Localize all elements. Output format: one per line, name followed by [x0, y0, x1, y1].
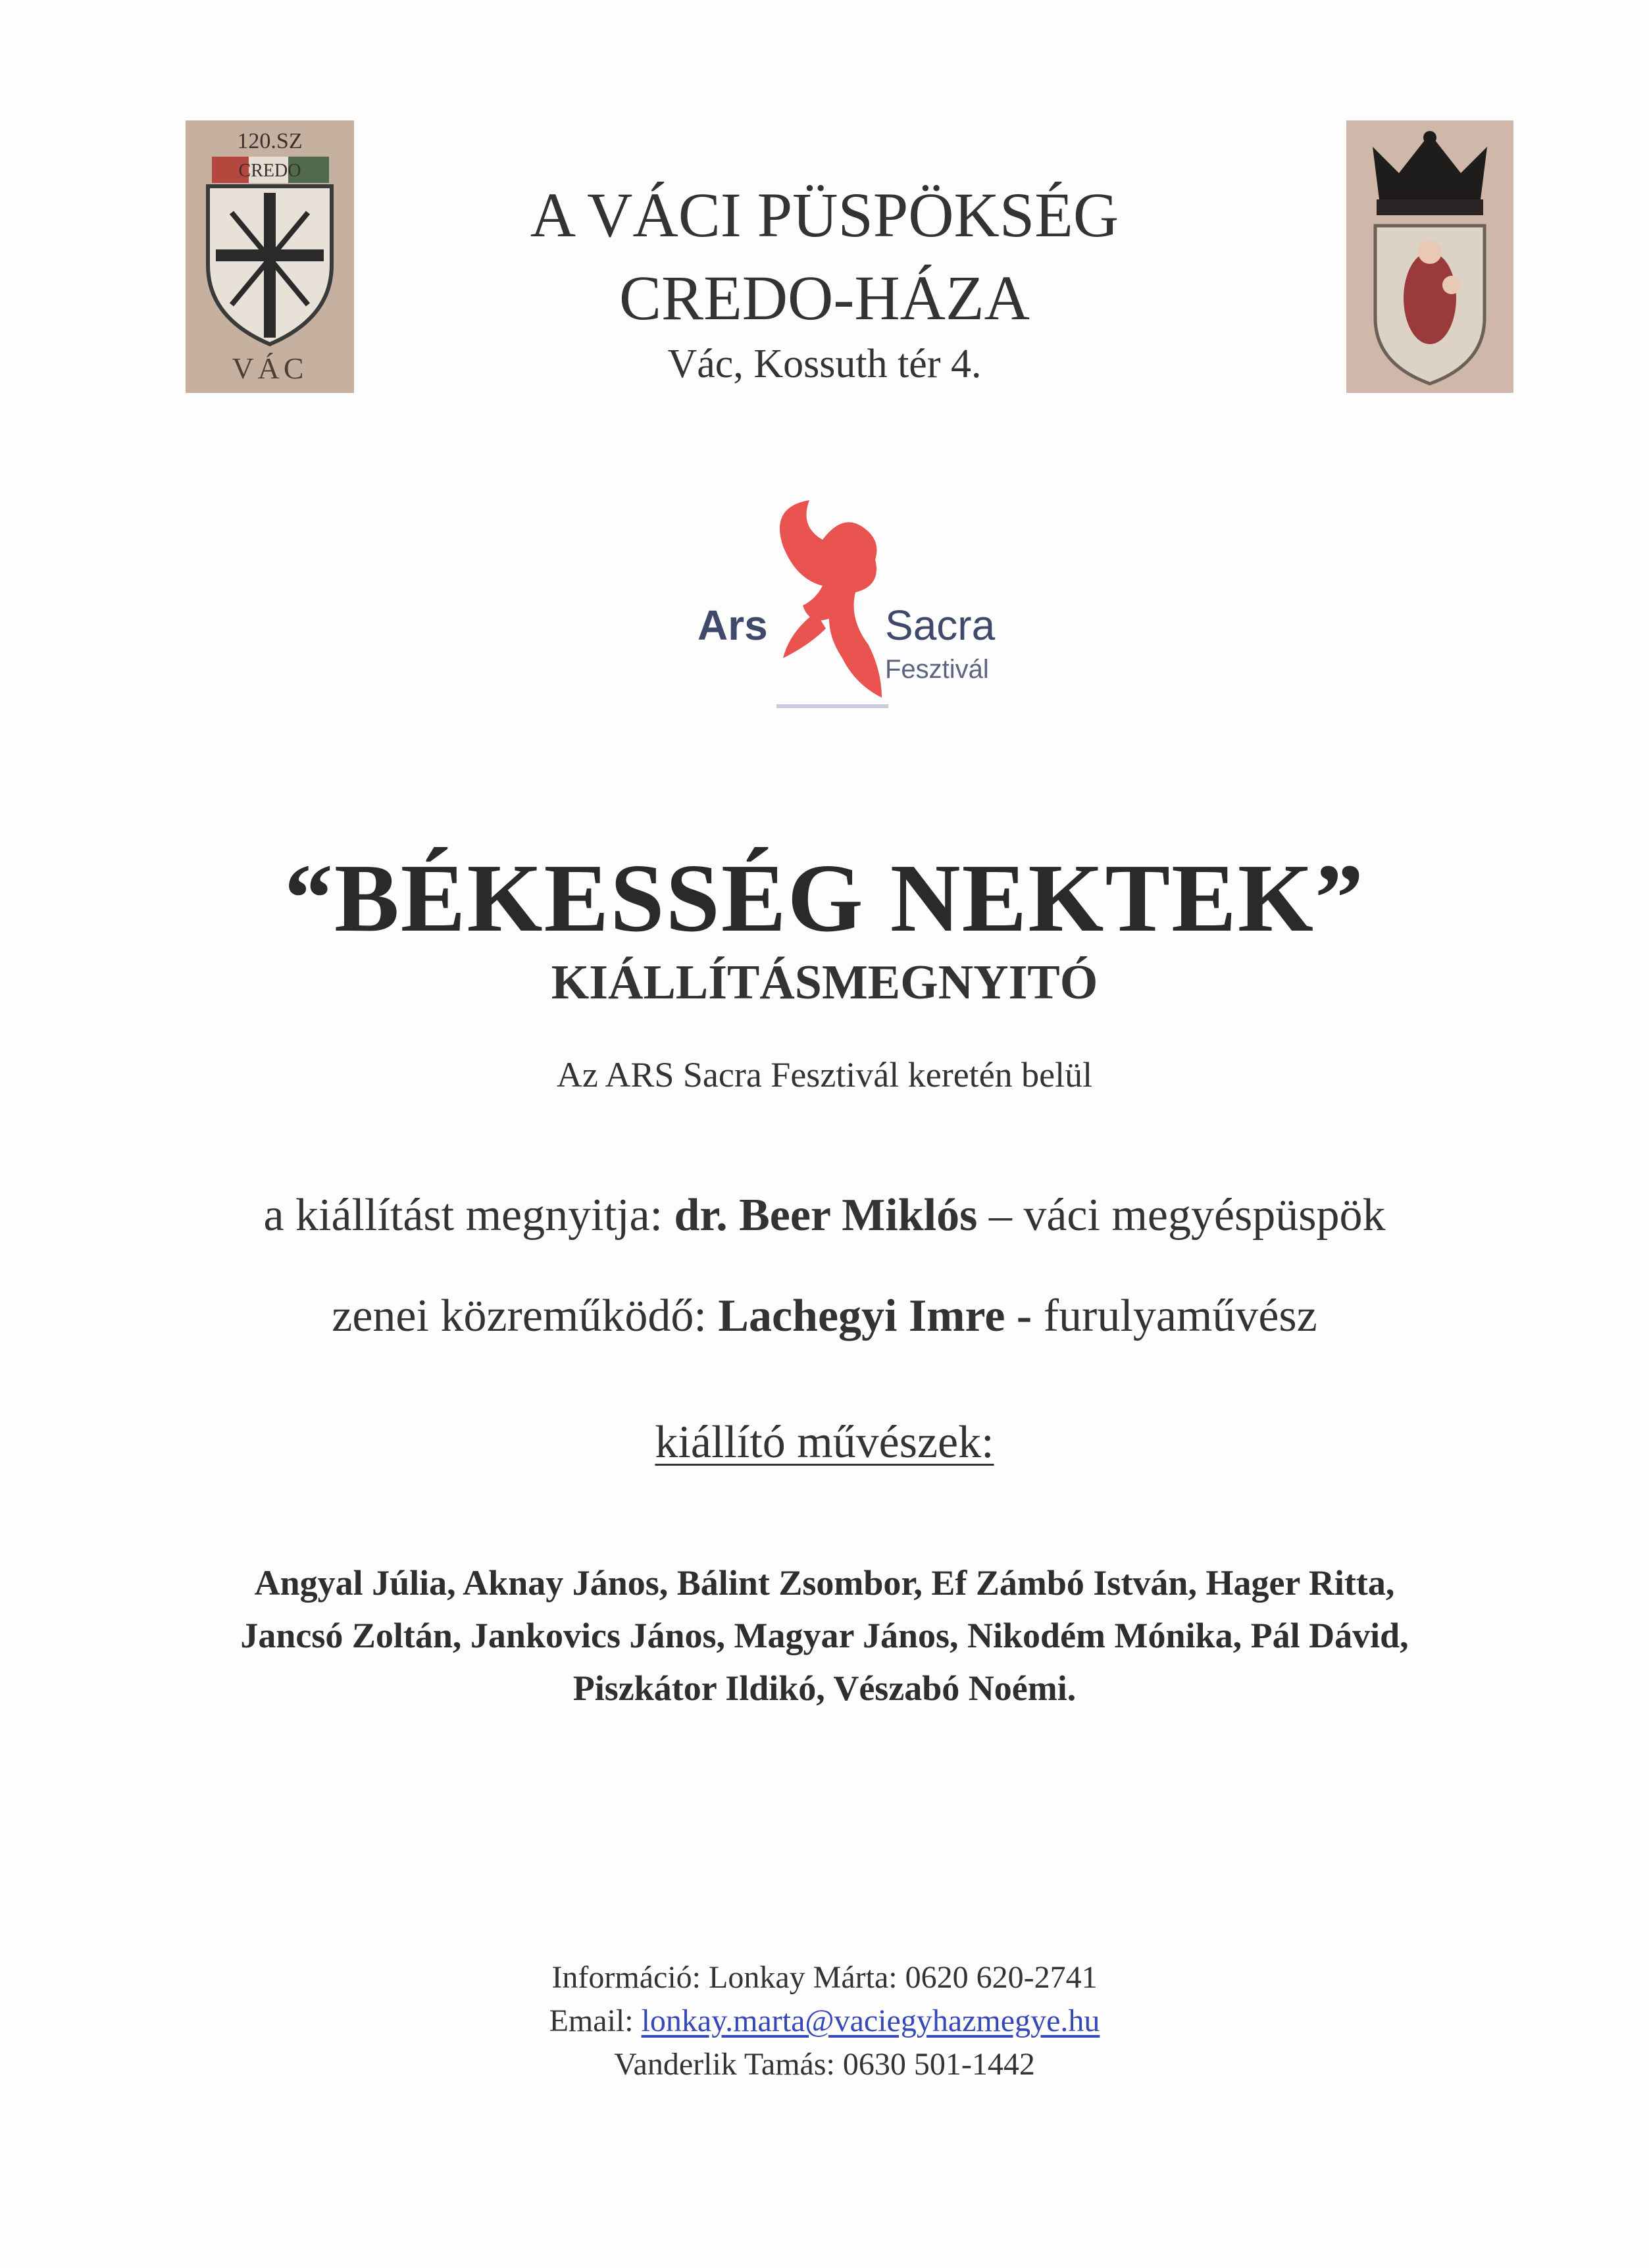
logo-word-sacra: Sacra [885, 602, 996, 649]
email-label: Email: [549, 2003, 642, 2038]
artists-line-3: Piszkátor Ildikó, Vészabó Noémi. [572, 1668, 1077, 1708]
event-subtitle: KIÁLLÍTÁSMEGNYITÓ [551, 956, 1098, 1010]
crest-top-text: 120.SZ [237, 129, 303, 153]
crest-banner-text: CREDO [238, 161, 301, 181]
music-role: furulyaművész [1043, 1291, 1317, 1341]
header-title-line2: CREDO-HÁZA [619, 263, 1030, 333]
event-intro: Az ARS Sacra Fesztivál keretén belül [556, 1055, 1093, 1095]
artists-line-2: Jancsó Zoltán, Jankovics János, Magyar János, Nikodém Mónika, Pál Dávid, [240, 1616, 1409, 1655]
event-title: “BÉKESSÉG NEKTEK” [284, 844, 1365, 952]
info-second-contact-line: Vanderlik Tamás: 0630 501-1442 [614, 2047, 1035, 2082]
music-name: Lachegyi Imre - [718, 1291, 1044, 1341]
opener-name: dr. Beer Miklós [674, 1190, 978, 1241]
artists-line-1: Angyal Júlia, Aknay János, Bálint Zsombor, Ef Zámbó István, Hager Ritta, [254, 1563, 1395, 1603]
header-address: Vác, Kossuth tér 4. [667, 342, 982, 386]
opener-line [0, 1188, 1649, 1243]
angel-logo-icon [684, 487, 1053, 724]
crest-bottom-text: VÁC [232, 351, 308, 385]
logo-word-ars: Ars [698, 602, 768, 649]
info-phone-line: Információ: Lonkay Márta: 0620 620-2741 [551, 1960, 1098, 1995]
opener-label: a kiállítást megnyitja: [263, 1190, 674, 1241]
artists-heading: kiállító művészek: [655, 1417, 994, 1468]
header-title-line1: A VÁCI PÜSPÖKSÉG [530, 180, 1119, 250]
email-link[interactable]: lonkay.marta@vaciegyhazmegye.hu [641, 2003, 1100, 2038]
music-line [0, 1289, 1649, 1344]
info-email-line [0, 2002, 1649, 2040]
music-label: zenei közreműködő: [332, 1291, 719, 1341]
logo-word-fesztival: Fesztivál [885, 655, 989, 684]
ars-sacra-logo [684, 487, 1053, 724]
opener-role: – váci megyéspüspök [977, 1190, 1386, 1241]
